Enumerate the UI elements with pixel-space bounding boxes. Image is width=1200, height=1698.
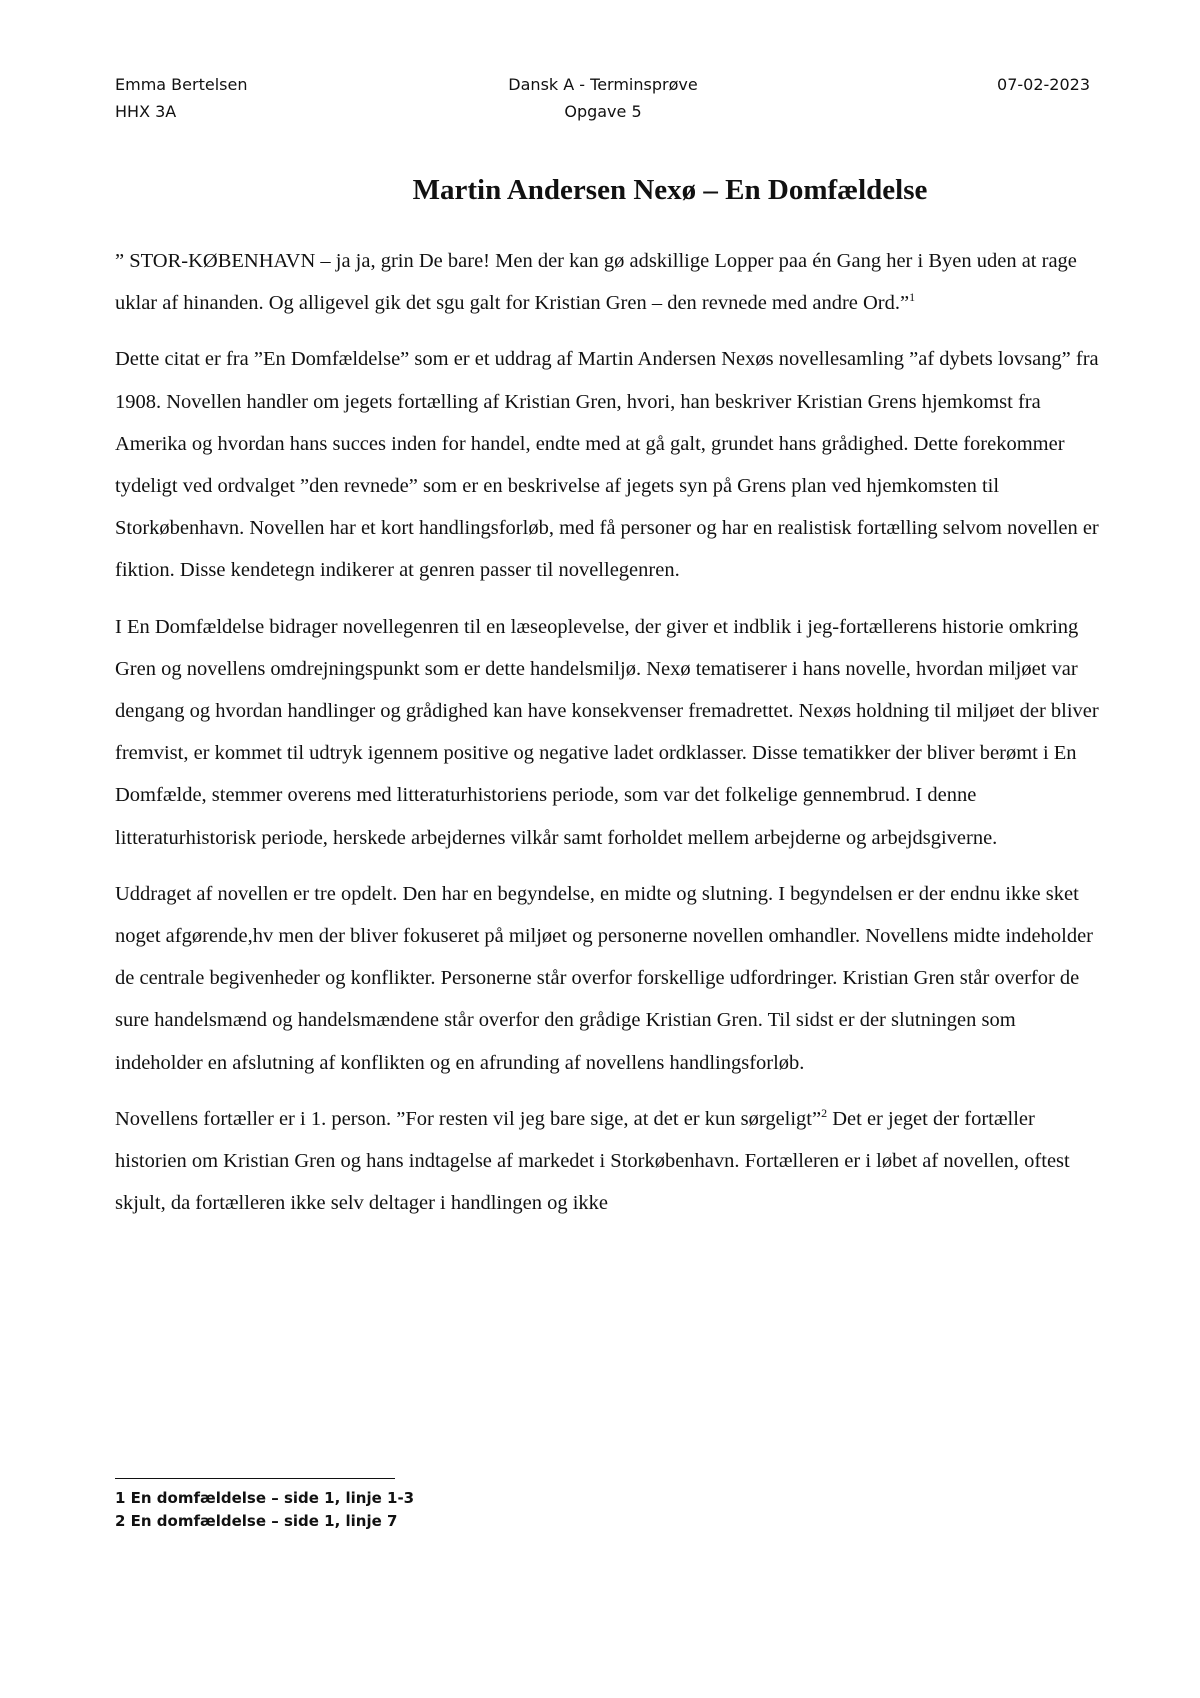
author-name: Emma Bertelsen bbox=[115, 75, 248, 94]
footnote-separator bbox=[115, 1478, 395, 1479]
narrator-text-before: Novellens fortæller er i 1. person. ”For resten vil jeg bare sige, at det er kun sørgeligt” bbox=[115, 1107, 822, 1130]
document-title-text: Martin Andersen Nexø – En Domfældelse bbox=[412, 174, 928, 206]
footnote-ref-2: 2 bbox=[821, 1106, 828, 1121]
narrator-text-after: Det er jeget der fortæller historien om Kristian Gren og hans indtagelse af markedet i Storkøbenhavn. Fortælleren er i løbet af novellen, oftest skjult, da fortælleren ikke selv deltager i handlingen og ikke bbox=[115, 1107, 1070, 1215]
document-date: 07-02-2023 bbox=[997, 75, 1090, 94]
body-text bbox=[115, 240, 1100, 1238]
course-name: Dansk A - Terminsprøve bbox=[508, 75, 698, 94]
task-label: Opgave 5 bbox=[564, 102, 642, 121]
paragraph-narrator bbox=[115, 1098, 1100, 1225]
paragraph-intro: Dette citat er fra ”En Domfældelse” som er et uddrag af Martin Andersen Nexøs novellesamling ”af dybets lovsang” fra 1908. Novellen handler om jegets fortælling af Kristian Gren, hvori, han beskriver Kristian Grens hjemkomst fra Amerika og hvordan hans succes inden for handel, endte med at gå galt, grundet hans grådighed. Dette forekommer tydeligt ved ordvalget ”den revnede” som er en beskrivelse af jegets syn på Grens plan ved hjemkomsten til Storkøbenhavn. Novellen har et kort handlingsforløb, med få personer og har en realistisk fortælling selvom novellen er fiktion. Disse kendetegn indikerer at genren passer til novellegenren. bbox=[115, 348, 1099, 582]
header-right bbox=[997, 75, 1090, 102]
paragraph-structure: Uddraget af novellen er tre opdelt. Den har en begyndelse, en midte og slutning. I begyndelsen er der endnu ikke sket noget afgørende,hv men der bliver fokuseret på miljøet og personerne novellen omhandler. Novellens midte indeholder de centrale begivenheder og konflikter. Personerne står overfor forskellige udfordringer. Kristian Gren står overfor de sure handelsmænd og handelsmændene står overfor den grådige Kristian Gren. Til sidst er der slutningen som indeholder en afslutning af konflikten og en afrunding af novellens handlingsforløb. bbox=[115, 882, 1094, 1074]
paragraph-theme: I En Domfældelse bidrager novellegenren til en læseoplevelse, der giver et indblik i jeg-fortællerens historie omkring Gren og novellens omdrejningspunkt som er dette handelsmiljø. Nexø tematiserer i hans novelle, hvordan miljøet var dengang og hvordan handlinger og grådighed kan have konsekvenser fremadrettet. Nexøs holdning til miljøet der bliver fremvist, er kommet til udtryk igennem positive og negative ladet ordklasser. Disse tematikker der bliver berømt i En Domfælde, stemmer overens med litteraturhistoriens periode, som var det folkelige gennembrud. I denne litteraturhistorisk periode, herskede arbejdernes vilkår samt forholdet mellem arbejderne og arbejdsgiverne. bbox=[115, 615, 1099, 849]
footnote-ref-1: 1 bbox=[909, 290, 916, 305]
document-title bbox=[0, 172, 1200, 208]
class-name: HHX 3A bbox=[115, 102, 177, 121]
footnote-1: 1 En domfældelse – side 1, linje 1-3 bbox=[115, 1489, 415, 1507]
footnote-2: 2 En domfældelse – side 1, linje 7 bbox=[115, 1512, 398, 1530]
opening-quote-text: ” STOR-KØBENHAVN – ja ja, grin De bare! Men der kan gø adskillige Lopper paa én Gang her i Byen uden at rage uklar af hinanden. Og alligevel gik det sgu galt for Kristian Gren – den revnede med andre Ord.” bbox=[115, 250, 1077, 315]
paragraph-quote bbox=[115, 240, 1100, 324]
